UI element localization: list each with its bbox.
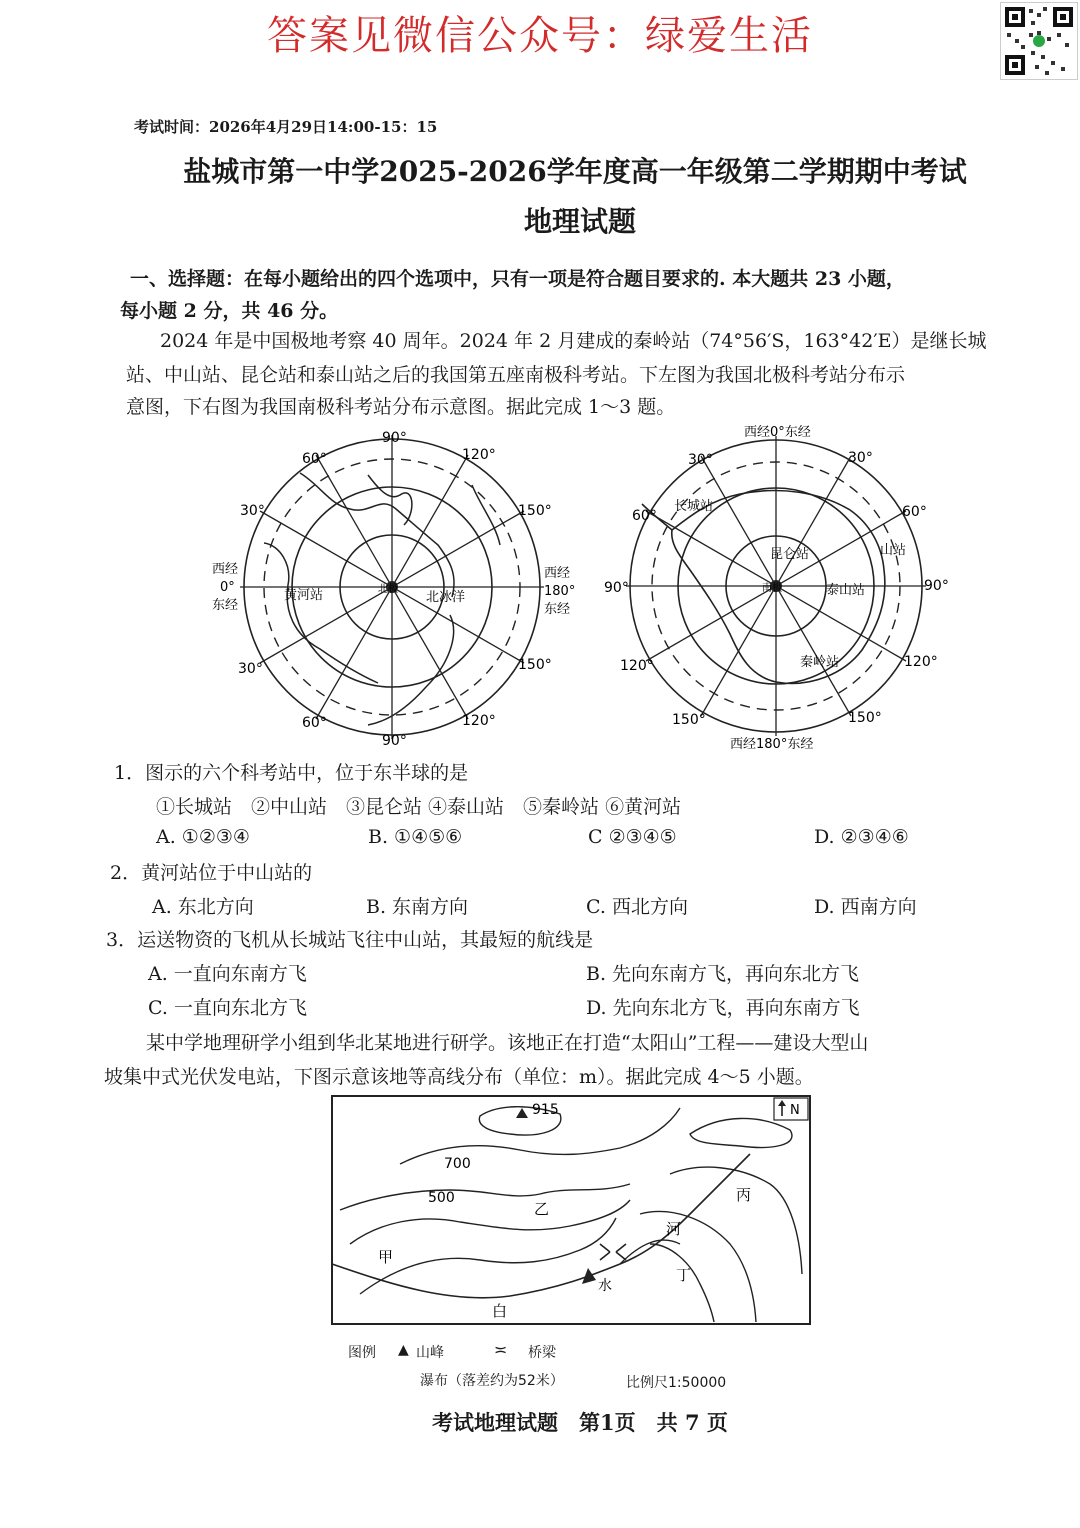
legend-waterfall: 瀑布（落差约为52米） <box>420 1373 564 1389</box>
arctic-label-30-top: 30° <box>240 503 265 519</box>
antarctic-label-90-right: 90° <box>924 578 949 594</box>
antarctic-label-60-left: 60° <box>632 508 657 524</box>
legend-bridge: 桥梁 <box>528 1345 556 1361</box>
antarctic-label-30-right: 30° <box>848 450 873 466</box>
arctic-label-west: 西经 <box>212 562 239 577</box>
arctic-label-top: 90° <box>382 430 407 446</box>
q1-items: ①长城站 ②中山站 ③昆仑站 ④泰山站 ⑤秦岭站 ⑥黄河站 <box>156 796 682 818</box>
antarctic-label-bottom: 西经180°东经 <box>730 737 814 752</box>
arctic-label-east180: 东经 <box>544 602 571 617</box>
legend-scale: 比例尺1:50000 <box>626 1375 727 1391</box>
antarctic-label-taishan: 泰山站 <box>826 583 866 598</box>
arctic-label-60-top: 60° <box>302 451 327 467</box>
q3-option-d[interactable]: D. 先向东北方飞，再向东南方飞 <box>586 997 860 1019</box>
arctic-label-pole: 北极 <box>378 584 398 595</box>
contour-label-915: 915 <box>532 1102 559 1118</box>
q2-option-d[interactable]: D. 西南方向 <box>814 896 917 918</box>
antarctic-label-120-right: 120° <box>904 654 938 670</box>
exam-time: 考试时间：2026年4月29日14:00-15：15 <box>134 118 438 136</box>
intro2-line1: 某中学地理研学小组到华北某地进行研学。该地正在打造“太阳山”工程——建设大型山 <box>146 1032 869 1054</box>
legend-label: 图例 <box>348 1345 376 1361</box>
contour-north: N <box>790 1103 800 1118</box>
q1-option-c[interactable]: C ②③④⑤ <box>588 826 677 848</box>
q1-option-d[interactable]: D. ②③④⑥ <box>814 826 909 848</box>
intro-line2: 站、中山站、昆仑站和泰山站之后的我国第五座南极科考站。下左图为我国北极科考站分布示 <box>126 364 906 386</box>
contour-label-he: 河 <box>666 1220 682 1238</box>
antarctic-label-120-left: 120° <box>620 658 654 674</box>
arctic-label-120-top: 120° <box>462 447 496 463</box>
contour-label-ding: 丁 <box>676 1266 692 1284</box>
legend-peak-icon: ▲ <box>398 1342 409 1358</box>
arctic-label-150-top: 150° <box>518 503 552 519</box>
arctic-map <box>200 425 590 755</box>
contour-label-700: 700 <box>444 1156 471 1172</box>
contour-label-yi: 乙 <box>534 1200 550 1218</box>
q3-stem: 3．运送物资的飞机从长城站飞往中山站，其最短的航线是 <box>106 929 594 951</box>
legend-bridge-icon: ≍ <box>494 1340 508 1359</box>
antarctic-label-150-right: 150° <box>848 710 882 726</box>
antarctic-map <box>600 420 950 755</box>
watermark-banner: 答案见微信公众号：绿爱生活 <box>267 13 813 59</box>
q2-option-c[interactable]: C. 西北方向 <box>586 896 688 918</box>
section-instructions: 一、选择题：在每小题给出的四个选项中，只有一项是符合题目要求的. 本大题共 23 小题， <box>130 268 905 290</box>
arctic-label-60-bottom: 60° <box>302 715 327 731</box>
arctic-label-ocean: 北冰洋 <box>426 590 466 605</box>
arctic-label-zero: 0° <box>220 580 235 595</box>
antarctic-label-60-right: 60° <box>902 504 927 520</box>
page-subtitle: 地理试题 <box>523 205 636 238</box>
q3-option-b[interactable]: B. 先向东南方飞，再向东北方飞 <box>586 963 860 985</box>
q2-option-b[interactable]: B. 东南方向 <box>366 896 469 918</box>
antarctic-label-top: 西经0°东经 <box>744 425 811 440</box>
page-footer: 考试地理试题 第1页 共 7 页 <box>432 1410 728 1435</box>
antarctic-label-changcheng: 长城站 <box>674 499 714 514</box>
q1-stem: 1．图示的六个科考站中，位于东半球的是 <box>114 762 469 784</box>
contour-label-jia: 甲 <box>378 1248 394 1266</box>
arctic-label-bottom: 90° <box>382 733 407 749</box>
intro-line3: 意图，下右图为我国南极科考站分布示意图。据此完成 1～3 题。 <box>126 396 676 418</box>
q3-option-c[interactable]: C. 一直向东北方飞 <box>148 997 307 1019</box>
arctic-label-west180: 西经 <box>544 566 571 581</box>
antarctic-label-150-left: 150° <box>672 712 706 728</box>
arctic-label-east: 东经 <box>212 598 239 613</box>
contour-label-bai: 白 <box>492 1302 508 1320</box>
legend-peak: 山峰 <box>416 1345 444 1361</box>
arctic-label-huanghe: 黄河站 <box>284 588 324 603</box>
q3-option-a[interactable]: A. 一直向东南方飞 <box>148 963 307 985</box>
intro2-line2: 坡集中式光伏发电站，下图示意该地等高线分布（单位：m）。据此完成 4～5 小题。 <box>104 1066 814 1088</box>
q2-option-a[interactable]: A. 东北方向 <box>152 896 254 918</box>
q2-stem: 2．黄河站位于中山站的 <box>110 862 313 884</box>
contour-label-bing: 丙 <box>736 1186 752 1204</box>
antarctic-label-90-left: 90° <box>604 580 629 596</box>
page-title: 盐城市第一中学2025-2026学年度高一年级第二学期期中考试 <box>183 155 967 188</box>
antarctic-label-zhongshan: 山站 <box>880 543 907 558</box>
arctic-label-120-bottom: 120° <box>462 713 496 729</box>
contour-label-shui: 水 <box>598 1278 612 1294</box>
q1-option-b[interactable]: B. ①④⑤⑥ <box>368 826 463 848</box>
q1-option-a[interactable]: A. ①②③④ <box>156 826 250 848</box>
section-instructions-cont: 每小题 2 分，共 46 分。 <box>120 300 339 322</box>
contour-label-500: 500 <box>428 1190 455 1206</box>
arctic-label-150-bottom: 150° <box>518 657 552 673</box>
antarctic-label-30-left: 30° <box>688 452 713 468</box>
contour-map <box>330 1094 812 1326</box>
arctic-label-30-bottom: 30° <box>238 661 263 677</box>
arctic-label-180: 180° <box>544 584 576 599</box>
antarctic-label-kunlun: 昆仑站 <box>770 547 810 562</box>
antarctic-label-pole: 南极 <box>762 583 782 594</box>
qr-code <box>1000 2 1078 80</box>
antarctic-label-qinling: 秦岭站 <box>800 655 840 670</box>
intro-line1: 2024 年是中国极地考察 40 周年。2024 年 2 月建成的秦岭站（74°56′S，163°42′E）是继长城 <box>160 330 987 352</box>
